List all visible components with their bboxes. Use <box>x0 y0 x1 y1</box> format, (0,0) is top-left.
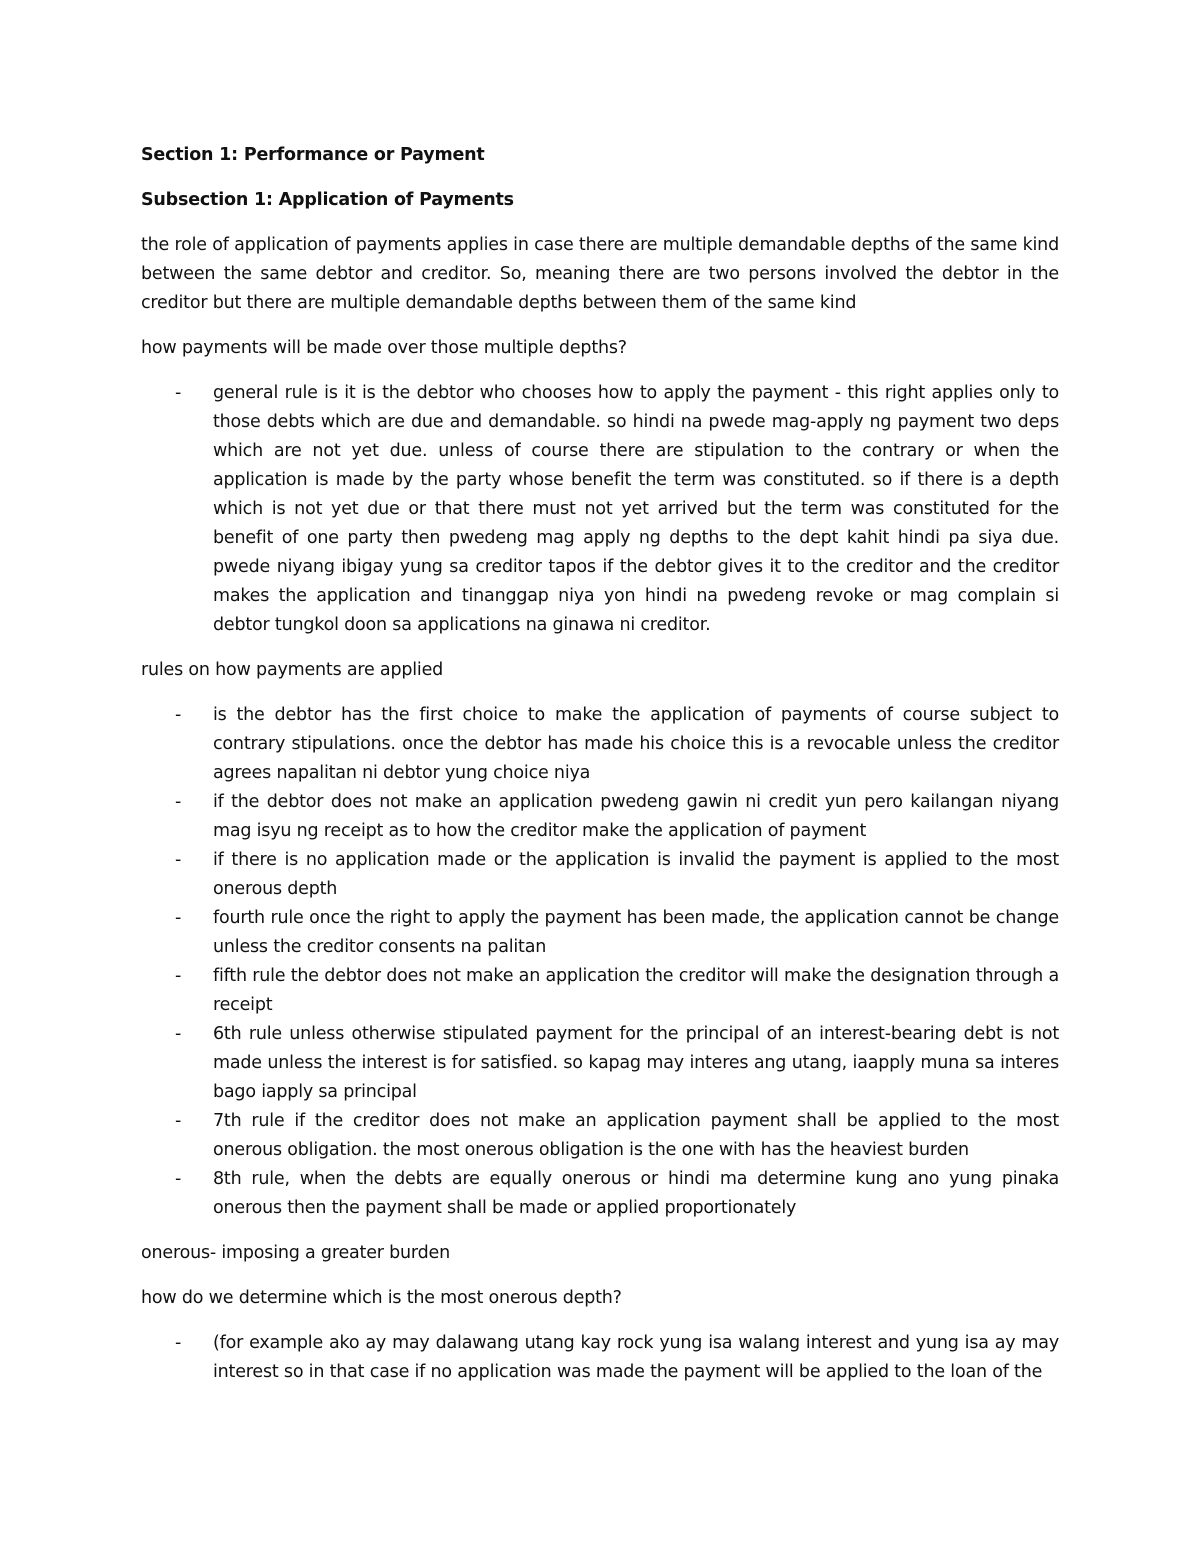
list-item-text: (for example ako ay may dalawang utang kay rock yung isa walang interest and yung isa ay may interest so in that case if no application was made the payment will be applied to the loan of the <box>213 1333 1059 1382</box>
list-item <box>141 962 1059 1020</box>
dash-bullet: - <box>175 1169 182 1189</box>
list-item <box>141 701 1059 788</box>
list-item-text: fourth rule once the right to apply the payment has been made, the application cannot be change unless the creditor consents na palitan <box>213 908 1059 957</box>
question-onerous: how do we determine which is the most onerous depth? <box>141 1288 622 1308</box>
list-item-text: is the debtor has the first choice to make the application of payments of course subject to contrary stipulations. once the debtor has made his choice this is a revocable unless the creditor agrees napalitan ni debtor yung choice niya <box>213 705 1059 783</box>
list-item-text: 8th rule, when the debts are equally onerous or hindi ma determine kung ano yung pinaka onerous then the payment shall be made or applied proportionately <box>213 1169 1059 1218</box>
list-item <box>141 788 1059 846</box>
subsection-title: Subsection 1: Application of Payments <box>141 190 514 210</box>
list-item <box>141 1329 1059 1387</box>
dash-bullet: - <box>175 908 182 928</box>
rules-heading: rules on how payments are applied <box>141 660 444 680</box>
dash-bullet: - <box>175 1111 182 1131</box>
list-item-text: if there is no application made or the application is invalid the payment is applied to the most onerous depth <box>213 850 1059 899</box>
rules-list <box>141 701 1059 1223</box>
onerous-definition: onerous- imposing a greater burden <box>141 1243 450 1263</box>
intro-paragraph: the role of application of payments applies in case there are multiple demandable depths of the same kind between the same debtor and creditor. So, meaning there are two persons involved the debtor in the creditor but there are multiple demandable depths between them of the same kind <box>141 235 1059 313</box>
question-payments: how payments will be made over those multiple depths? <box>141 338 627 358</box>
dash-bullet: - <box>175 705 182 725</box>
list-item <box>141 1165 1059 1223</box>
dash-bullet: - <box>175 1024 182 1044</box>
list-item-text: if the debtor does not make an application pwedeng gawin ni credit yun pero kailangan niyang mag isyu ng receipt as to how the creditor make the application of payment <box>213 792 1059 841</box>
list-item-text: general rule is it is the debtor who chooses how to apply the payment - this right applies only to those debts which are due and demandable. so hindi na pwede mag-apply ng payment two deps which are not yet due. unless of course there are stipulation to the contrary or when the application is made by the party whose benefit the term was constituted. so if there is a depth which is not yet due or that there must not yet arrived but the term was constituted for the benefit of one party then pwedeng mag apply ng depths to the dept kahit hindi pa siya due. pwede niyang ibigay yung sa creditor tapos if the debtor gives it to the creditor and the creditor makes the application and tinanggap niya yon hindi na pwedeng revoke or mag complain si debtor tungkol doon sa applications na ginawa ni creditor. <box>213 383 1059 635</box>
dash-bullet: - <box>175 850 182 870</box>
list-item <box>141 1107 1059 1165</box>
dash-bullet: - <box>175 1333 182 1353</box>
list-item <box>141 904 1059 962</box>
list-item-text: 6th rule unless otherwise stipulated payment for the principal of an interest-bearing debt is not made unless the interest is for satisfied. so kapag may interes ang utang, iaapply muna sa interes bago iapply sa principal <box>213 1024 1059 1102</box>
list-item-text: 7th rule if the creditor does not make an application payment shall be applied to the most onerous obligation. the most onerous obligation is the one with has the heaviest burden <box>213 1111 1059 1160</box>
list-item <box>141 1020 1059 1107</box>
dash-bullet: - <box>175 383 182 403</box>
dash-bullet: - <box>175 966 182 986</box>
example-list <box>141 1329 1059 1387</box>
section-title: Section 1: Performance or Payment <box>141 145 485 165</box>
list-item <box>141 846 1059 904</box>
list-item <box>141 379 1059 640</box>
list-item-text: fifth rule the debtor does not make an application the creditor will make the designation through a receipt <box>213 966 1059 1015</box>
dash-bullet: - <box>175 792 182 812</box>
general-rule-list <box>141 379 1059 640</box>
document-page <box>141 141 1059 1403</box>
